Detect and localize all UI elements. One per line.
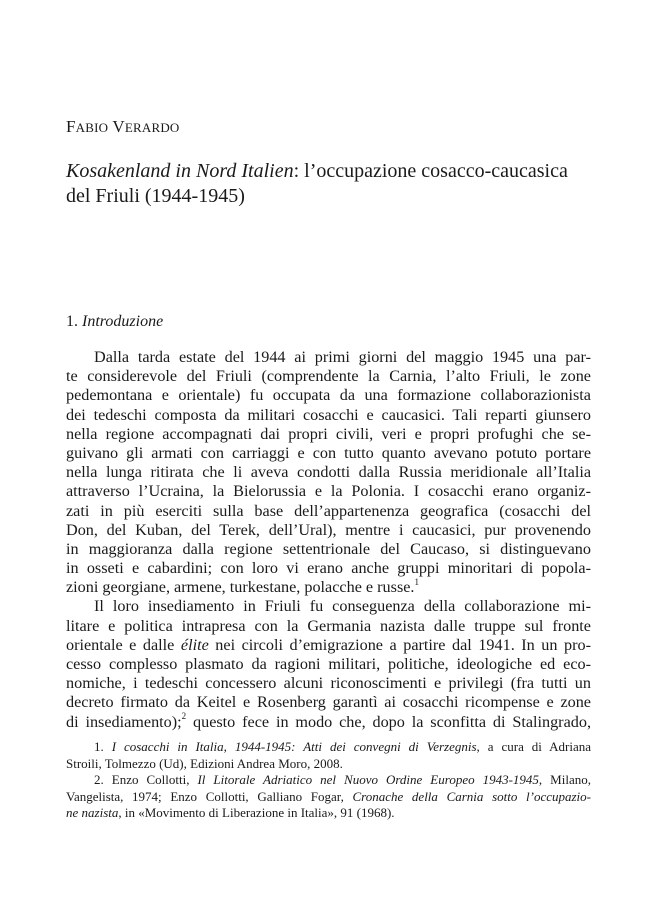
body-line: guivano gli armati con carriaggi e con tutto quanto avevano potuto portare (66, 443, 591, 462)
title-italic: Kosakenland in Nord Italien (66, 160, 294, 182)
author-last-rest: ERARDO (124, 120, 180, 135)
body-line: litare e politica intrapresa con la Germania nazista dalle truppe sul fronte (66, 616, 591, 635)
author-first-rest: ABIO (75, 120, 109, 135)
author-name (66, 117, 180, 137)
body-line (66, 578, 591, 597)
body-line: in osseti e cabardini; con loro vi erano anche gruppi minoritari di popola- (66, 559, 591, 578)
section-number: 1. (66, 313, 82, 330)
body-line (66, 636, 591, 655)
footnote-text: , a cura di Adriana (476, 739, 592, 754)
body-line: te considerevole del Friuli (comprendente la Carnia, l’alto Friuli, le zone (66, 367, 591, 386)
body-line: decreto firmato da Keitel e Rosenberg garantì ai cosacchi ricompense e zone (66, 693, 591, 712)
footnote-line (66, 772, 591, 789)
body-line: attraverso l’Ucraina, la Bielorussia e la Polonia. I cosacchi erano organiz- (66, 482, 591, 501)
author-first-initial: F (66, 117, 76, 136)
footnote-title: I cosacchi in Italia, 1944-1945: Atti dei convegni di Verzegnis (111, 739, 477, 754)
footnote-line (66, 789, 591, 806)
title-rest: : l’occupazione cosacco-caucasica (293, 160, 568, 182)
body-line-text: zioni georgiane, armene, turkestane, polacche e russe. (66, 578, 415, 597)
body-line: in maggioranza dalla regione settentrionale del Caucaso, si distinguevano (66, 539, 591, 558)
footnote-line: Stroili, Tolmezzo (Ud), Edizioni Andrea Moro, 2008. (66, 755, 343, 771)
footnote-title: Cronache della Carnia sotto l’occupazio- (352, 788, 592, 804)
section-heading (66, 313, 163, 331)
title-line2: del Friuli (1944-1945) (66, 185, 245, 207)
footnote-text: Vangelista, 1974; Enzo Collotti, Galliano Fogar, (66, 788, 353, 804)
body-line: Dalla tarda estate del 1944 ai primi giorni del maggio 1945 una par- (94, 348, 591, 366)
footnote-ref: 2 (181, 711, 187, 722)
body-line: pedemontana e orientale) fu occupata da una formazione collaborazionista (66, 386, 591, 405)
footnote-text: , in «Movimento di Liberazione in Italia», 91 (1968). (118, 805, 395, 820)
body-line: cesso complesso plasmato da ragioni militari, politiche, ideologiche ed eco- (66, 655, 591, 673)
body-line (66, 713, 591, 732)
body-line: zati in più eserciti sulla base dell’appartenenza geografica (cosacchi del (66, 501, 591, 520)
footnote-ref: 1 (414, 576, 419, 587)
footnote-line (66, 805, 591, 822)
body-italic-word: élite (180, 635, 209, 654)
body-line-text: questo fece in modo che, dopo la sconfitta di Stalingrado, (186, 712, 591, 731)
body-line: nomiche, i tedeschi concessero alcuni riconoscimenti e privilegi (fra tutti un (66, 674, 591, 693)
footnote-title: ne nazista (66, 805, 119, 820)
footnote-title: Il Litorale Adriatico nel Nuovo Ordine Europeo 1943-1945 (197, 772, 539, 787)
body-line: nella lunga ritirata che li aveva condotti dalla Russia meridionale all’Italia (66, 463, 591, 482)
author-last-initial: V (112, 117, 125, 136)
body-line-text: di insediamento); (66, 712, 182, 731)
body-line: Il loro insediamento in Friuli fu conseguenza della collaborazione mi- (94, 597, 591, 616)
body-line: dei tedeschi composta da militari cosacchi e caucasici. Tali reparti giunsero (66, 405, 591, 424)
footnote-number: 1. (94, 739, 112, 754)
section-name: Introduzione (82, 313, 164, 330)
paper-title (66, 159, 596, 209)
body-line-text: orientale e dalle (66, 635, 181, 654)
footnote-text: 2. Enzo Collotti, (94, 772, 198, 787)
footnote-text: , Milano, (538, 772, 591, 787)
body-text (66, 348, 591, 732)
body-line-text: nei circoli d’emigrazione a partire dal 1941. In un pro- (208, 635, 591, 654)
body-line: nella regione accompagnati dai propri civili, veri e propri profughi che se- (66, 424, 591, 443)
body-line: Don, del Kuban, del Terek, dell’Ural), mentre i caucasici, pur provenendo (66, 520, 591, 539)
footnotes (66, 739, 591, 822)
footnote-line (66, 739, 591, 756)
